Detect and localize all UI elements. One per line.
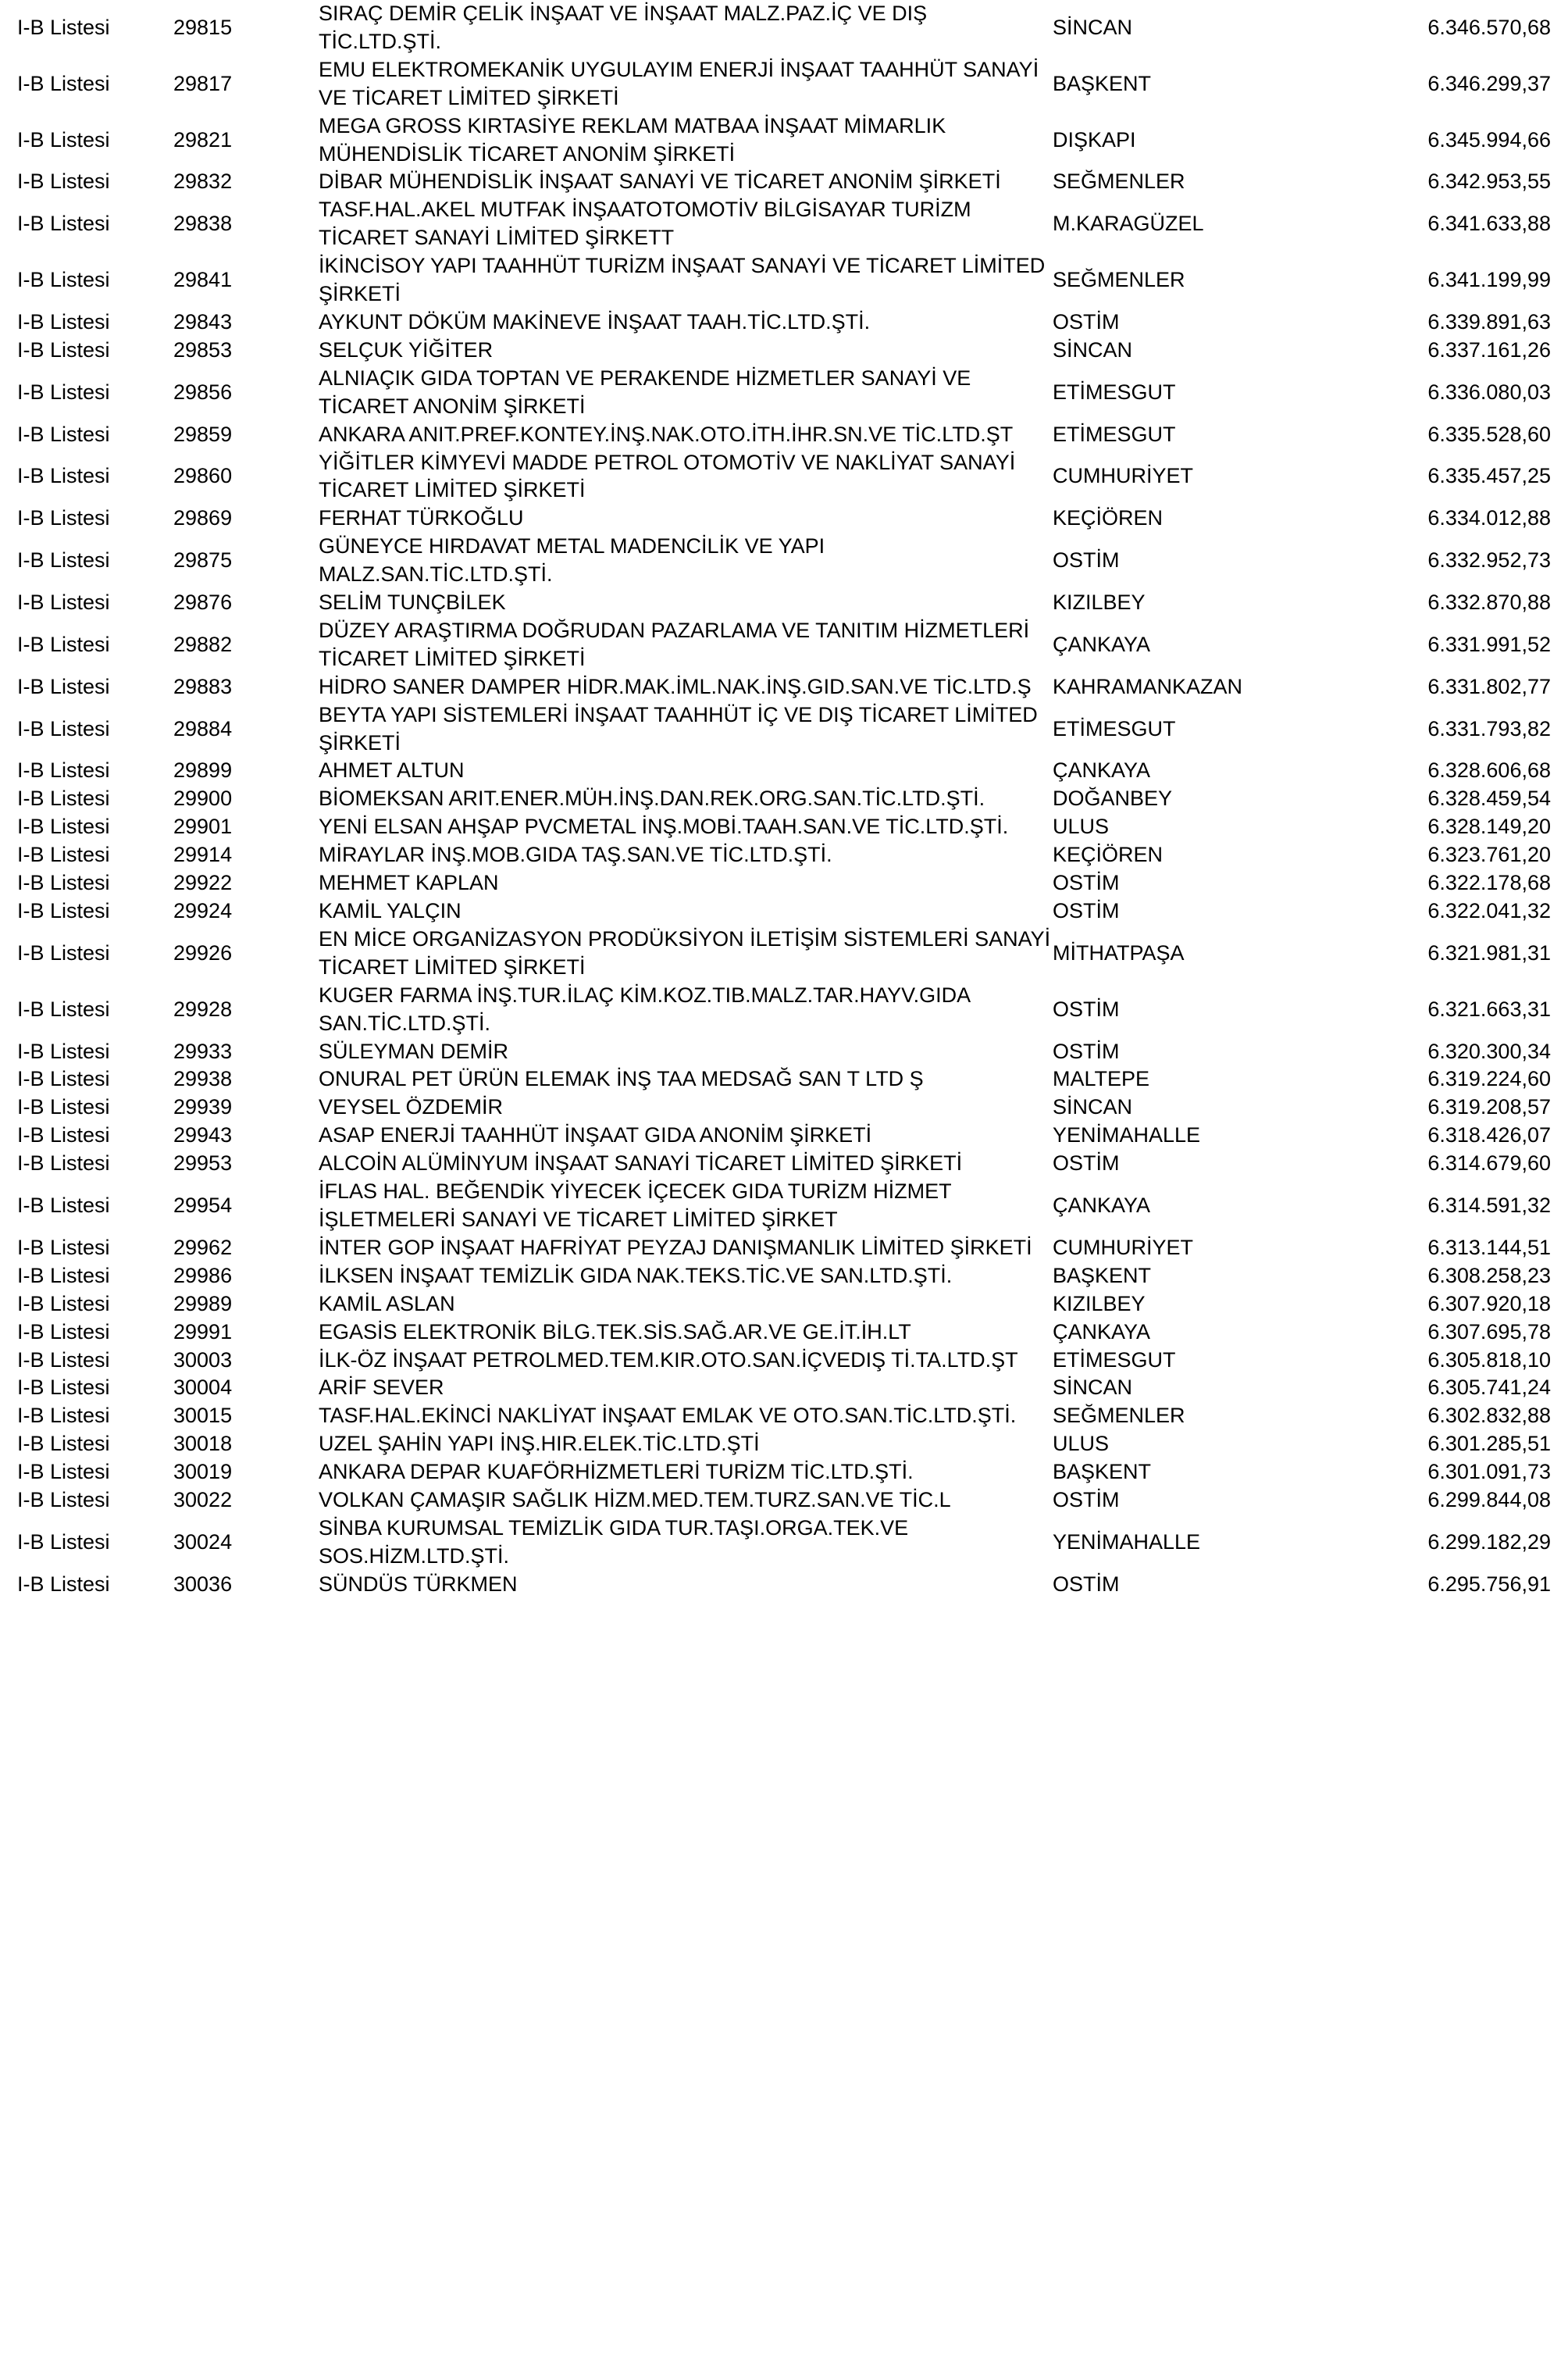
tax-office: OSTİM	[1053, 309, 1120, 334]
list-label: I-B Listesi	[17, 380, 110, 404]
taxpayer-name: YİĞİTLER KİMYEVİ MADDE PETROL OTOMOTİV VE NAKLİYAT SANAYİ TİCARET LİMİTED ŞİRKETİ	[319, 450, 1016, 502]
debt-amount: 6.322.041,32	[1427, 899, 1551, 922]
debt-amount: 6.341.199,99	[1427, 268, 1551, 292]
sequence-no: 29884	[173, 716, 233, 740]
list-label: I-B Listesi	[17, 871, 110, 895]
table-row	[17, 196, 1551, 252]
table-row	[17, 1290, 1551, 1319]
sequence-no: 29860	[173, 464, 233, 488]
tax-office: OSTİM	[1053, 997, 1120, 1021]
table-row	[17, 421, 1551, 449]
taxpayer-name: SIRAÇ DEMİR ÇELİK İNŞAAT VE İNŞAAT MALZ.PAZ.İÇ VE DIŞ TİC.LTD.ŞTİ.	[319, 2, 928, 53]
tax-office: OSTİM	[1053, 1488, 1120, 1512]
taxpayer-name: İNTER GOP İNŞAAT HAFRİYAT PEYZAJ DANIŞMANLIK LİMİTED ŞİRKETİ	[319, 1235, 1032, 1259]
list-label: I-B Listesi	[17, 632, 110, 656]
table-row	[17, 112, 1551, 169]
taxpayer-name: FERHAT TÜRKOĞLU	[319, 506, 524, 530]
debt-amount: 6.305.818,10	[1427, 1347, 1551, 1372]
debt-amount: 6.331.793,82	[1427, 716, 1551, 740]
taxpayer-name: İKİNCİSOY YAPI TAAHHÜT TURİZM İNŞAAT SANAYİ VE TİCARET LİMİTED ŞİRKETİ	[319, 254, 1046, 306]
table-row	[17, 1122, 1551, 1150]
sequence-no: 29986	[173, 1263, 233, 1287]
taxpayer-name: UZEL ŞAHİN YAPI İNŞ.HIR.ELEK.TİC.LTD.ŞTİ	[319, 1432, 760, 1456]
debt-amount: 6.328.606,68	[1427, 758, 1551, 783]
taxpayer-name: SÜNDÜS TÜRKMEN	[319, 1572, 518, 1596]
taxpayer-name: KUGER FARMA İNŞ.TUR.İLAÇ KİM.KOZ.TIB.MALZ.TAR.HAYV.GIDA SAN.TİC.LTD.ŞTİ.	[319, 983, 970, 1035]
tax-office: ÇANKAYA	[1053, 758, 1151, 783]
list-label: I-B Listesi	[17, 815, 110, 839]
list-label: I-B Listesi	[17, 548, 110, 573]
list-label: I-B Listesi	[17, 506, 110, 530]
list-label: I-B Listesi	[17, 674, 110, 698]
tax-office: SİNCAN	[1053, 15, 1133, 39]
taxpayer-name: MEGA GROSS KIRTASİYE REKLAM MATBAA İNŞAAT MİMARLIK MÜHENDİSLİK TİCARET ANONİM ŞİRKETİ	[319, 113, 946, 166]
debt-amount: 6.346.299,37	[1427, 71, 1551, 95]
debt-amount: 6.339.891,63	[1427, 309, 1551, 334]
tax-office: DIŞKAPI	[1053, 127, 1136, 152]
taxpayer-name: ANKARA DEPAR KUAFÖRHİZMETLERİ TURİZM TİC.LTD.ŞTİ.	[319, 1460, 914, 1484]
list-label: I-B Listesi	[17, 1067, 110, 1091]
debt-amount: 6.331.991,52	[1427, 632, 1551, 656]
list-label: I-B Listesi	[17, 1235, 110, 1259]
tax-office: SEĞMENLER	[1053, 170, 1185, 194]
table-row	[17, 982, 1551, 1038]
sequence-no: 29900	[173, 787, 233, 811]
list-label: I-B Listesi	[17, 127, 110, 152]
debt-amount: 6.314.591,32	[1427, 1194, 1551, 1218]
table-row	[17, 309, 1551, 337]
taxpayer-name: SELİM TUNÇBİLEK	[319, 591, 506, 615]
sequence-no: 29821	[173, 127, 233, 152]
sequence-no: 29838	[173, 212, 233, 236]
table-row	[17, 505, 1551, 533]
sequence-no: 29943	[173, 1123, 233, 1147]
debt-amount: 6.332.870,88	[1427, 591, 1551, 615]
list-label: I-B Listesi	[17, 1432, 110, 1456]
debt-amount: 6.334.012,88	[1427, 506, 1551, 530]
list-label: I-B Listesi	[17, 268, 110, 292]
sequence-no: 29876	[173, 591, 233, 615]
sequence-no: 30022	[173, 1488, 233, 1512]
tax-office: SİNCAN	[1053, 1376, 1133, 1400]
taxpayer-name: ALCOİN ALÜMİNYUM İNŞAAT SANAYİ TİCARET LİMİTED ŞİRKETİ	[319, 1151, 963, 1176]
list-label: I-B Listesi	[17, 1529, 110, 1554]
taxpayer-name: AYKUNT DÖKÜM MAKİNEVE İNŞAAT TAAH.TİC.LTD.ŞTİ.	[319, 309, 871, 334]
sequence-no: 29914	[173, 843, 233, 867]
list-label: I-B Listesi	[17, 997, 110, 1021]
list-label: I-B Listesi	[17, 212, 110, 236]
taxpayer-name: AHMET ALTUN	[319, 758, 465, 783]
taxpayer-name: SİNBA KURUMSAL TEMİZLİK GIDA TUR.TAŞI.ORGA.TEK.VE SOS.HİZM.LTD.ŞTİ.	[319, 1515, 909, 1568]
table-row	[17, 1458, 1551, 1486]
debt-amount: 6.331.802,77	[1427, 674, 1551, 698]
list-label: I-B Listesi	[17, 71, 110, 95]
taxpayer-name: VEYSEL ÖZDEMİR	[319, 1095, 504, 1119]
debt-amount: 6.307.695,78	[1427, 1319, 1551, 1344]
sequence-no: 30024	[173, 1529, 233, 1554]
taxpayer-name: HİDRO SANER DAMPER HİDR.MAK.İML.NAK.İNŞ.GID.SAN.VE TİC.LTD.Ş	[319, 674, 1032, 698]
sequence-no: 29882	[173, 632, 233, 656]
tax-office: OSTİM	[1053, 899, 1120, 922]
sequence-no: 29938	[173, 1067, 233, 1091]
debtor-table	[17, 0, 1551, 1599]
tax-office: BAŞKENT	[1053, 1460, 1152, 1484]
sequence-no: 29843	[173, 309, 233, 334]
taxpayer-name: KAMİL ASLAN	[319, 1291, 455, 1315]
sequence-no: 29954	[173, 1194, 233, 1218]
sequence-no: 30018	[173, 1432, 233, 1456]
taxpayer-name: GÜNEYCE HIRDAVAT METAL MADENCİLİK VE YAPI MALZ.SAN.TİC.LTD.ŞTİ.	[319, 534, 825, 587]
sequence-no: 29875	[173, 548, 233, 573]
sequence-no: 29899	[173, 758, 233, 783]
taxpayer-name: EMU ELEKTROMEKANİK UYGULAYIM ENERJİ İNŞAAT TAAHHÜT SANAYİ VE TİCARET LİMİTED ŞİRKETİ	[319, 57, 1039, 109]
list-label: I-B Listesi	[17, 843, 110, 867]
taxpayer-name: EGASİS ELEKTRONİK BİLG.TEK.SİS.SAĞ.AR.VE GE.İT.İH.LT	[319, 1319, 911, 1344]
list-label: I-B Listesi	[17, 940, 110, 965]
taxpayer-name: DÜZEY ARAŞTIRMA DOĞRUDAN PAZARLAMA VE TANITIM HİZMETLERİ TİCARET LİMİTED ŞİRKETİ	[319, 618, 1030, 670]
sequence-no: 29991	[173, 1319, 233, 1344]
list-label: I-B Listesi	[17, 1095, 110, 1119]
taxpayer-name: BEYTA YAPI SİSTEMLERİ İNŞAAT TAAHHÜT İÇ VE DIŞ TİCARET LİMİTED ŞİRKETİ	[319, 702, 1038, 755]
debt-amount: 6.322.178,68	[1427, 871, 1551, 895]
debt-amount: 6.301.091,73	[1427, 1460, 1551, 1484]
debt-amount: 6.295.756,91	[1427, 1572, 1551, 1596]
list-label: I-B Listesi	[17, 1404, 110, 1428]
table-row	[17, 56, 1551, 112]
table-row	[17, 1486, 1551, 1515]
sequence-no: 30019	[173, 1460, 233, 1484]
table-row	[17, 337, 1551, 365]
table-row	[17, 1319, 1551, 1347]
tax-office: ÇANKAYA	[1053, 632, 1151, 656]
list-label: I-B Listesi	[17, 1291, 110, 1315]
tax-office: ULUS	[1053, 815, 1110, 839]
tax-office: MİTHATPAŞA	[1053, 940, 1185, 965]
table-row	[17, 1262, 1551, 1290]
table-row	[17, 1347, 1551, 1375]
tax-office: KEÇİÖREN	[1053, 506, 1164, 530]
sequence-no: 29922	[173, 871, 233, 895]
tax-office: SEĞMENLER	[1053, 1404, 1185, 1428]
tax-office: OSTİM	[1053, 548, 1120, 573]
tax-office: OSTİM	[1053, 1151, 1120, 1176]
table-row	[17, 1515, 1551, 1571]
debtor-table-body	[17, 0, 1551, 1599]
tax-office: ETİMESGUT	[1053, 422, 1176, 446]
list-label: I-B Listesi	[17, 1039, 110, 1063]
table-row	[17, 1178, 1551, 1234]
taxpayer-name: ANKARA ANIT.PREF.KONTEY.İNŞ.NAK.OTO.İTH.İHR.SN.VE TİC.LTD.ŞT	[319, 422, 1014, 446]
list-label: I-B Listesi	[17, 309, 110, 334]
sequence-no: 29901	[173, 815, 233, 839]
debt-amount: 6.321.663,31	[1427, 997, 1551, 1021]
tax-office: ETİMESGUT	[1053, 380, 1176, 404]
list-label: I-B Listesi	[17, 422, 110, 446]
sequence-no: 29869	[173, 506, 233, 530]
table-row	[17, 1038, 1551, 1066]
table-row	[17, 365, 1551, 421]
debt-amount: 6.299.844,08	[1427, 1488, 1551, 1512]
list-label: I-B Listesi	[17, 758, 110, 783]
table-row	[17, 0, 1551, 56]
debt-amount: 6.301.285,51	[1427, 1432, 1551, 1456]
sequence-no: 29926	[173, 940, 233, 965]
list-label: I-B Listesi	[17, 337, 110, 362]
tax-office: ÇANKAYA	[1053, 1319, 1151, 1344]
list-label: I-B Listesi	[17, 1151, 110, 1176]
table-row	[17, 673, 1551, 701]
table-row	[17, 252, 1551, 309]
table-row	[17, 869, 1551, 897]
taxpayer-name: BİOMEKSAN ARIT.ENER.MÜH.İNŞ.DAN.REK.ORG.SAN.TİC.LTD.ŞTİ.	[319, 787, 985, 811]
taxpayer-name: ARİF SEVER	[319, 1376, 444, 1400]
tax-office: KAHRAMANKAZAN	[1053, 674, 1243, 698]
debt-amount: 6.328.459,54	[1427, 787, 1551, 811]
tax-office: MALTEPE	[1053, 1067, 1150, 1091]
sequence-no: 30015	[173, 1404, 233, 1428]
debt-amount: 6.319.208,57	[1427, 1095, 1551, 1119]
sequence-no: 29859	[173, 422, 233, 446]
table-row	[17, 1374, 1551, 1402]
debt-amount: 6.346.570,68	[1427, 15, 1551, 39]
tax-office: BAŞKENT	[1053, 71, 1152, 95]
debt-amount: 6.342.953,55	[1427, 170, 1551, 194]
tax-office: ULUS	[1053, 1432, 1110, 1456]
table-row	[17, 1094, 1551, 1122]
debt-amount: 6.314.679,60	[1427, 1151, 1551, 1176]
taxpayer-name: SÜLEYMAN DEMİR	[319, 1039, 509, 1063]
table-row	[17, 841, 1551, 869]
table-row	[17, 617, 1551, 673]
taxpayer-name: İLKSEN İNŞAAT TEMİZLİK GIDA NAK.TEKS.TİC.VE SAN.LTD.ŞTİ.	[319, 1263, 953, 1287]
sequence-no: 29928	[173, 997, 233, 1021]
debt-amount: 6.336.080,03	[1427, 380, 1551, 404]
sequence-no: 30004	[173, 1376, 233, 1400]
tax-office: CUMHURİYET	[1053, 464, 1193, 488]
debt-amount: 6.341.633,88	[1427, 212, 1551, 236]
tax-office: SİNCAN	[1053, 1095, 1133, 1119]
table-row	[17, 926, 1551, 982]
tax-office: YENİMAHALLE	[1053, 1123, 1201, 1147]
list-label: I-B Listesi	[17, 1263, 110, 1287]
tax-office: CUMHURİYET	[1053, 1235, 1193, 1259]
table-row	[17, 168, 1551, 196]
table-row	[17, 1571, 1551, 1599]
debt-amount: 6.302.832,88	[1427, 1404, 1551, 1428]
table-row	[17, 701, 1551, 758]
table-row	[17, 533, 1551, 589]
table-row	[17, 1234, 1551, 1262]
list-label: I-B Listesi	[17, 170, 110, 194]
tax-office: OSTİM	[1053, 1039, 1120, 1063]
tax-office: SEĞMENLER	[1053, 268, 1185, 292]
table-row	[17, 897, 1551, 926]
list-label: I-B Listesi	[17, 1460, 110, 1484]
debt-amount: 6.335.457,25	[1427, 464, 1551, 488]
taxpayer-name: KAMİL YALÇIN	[319, 899, 461, 922]
table-row	[17, 785, 1551, 813]
list-label: I-B Listesi	[17, 464, 110, 488]
debt-amount: 6.308.258,23	[1427, 1263, 1551, 1287]
taxpayer-name: İFLAS HAL. BEĞENDİK YİYECEK İÇECEK GIDA TURİZM HİZMET İŞLETMELERİ SANAYİ VE TİCARET LİMİTED ŞİRKET	[319, 1179, 952, 1231]
tax-office: KIZILBEY	[1053, 591, 1146, 615]
tax-office: SİNCAN	[1053, 337, 1133, 362]
taxpayer-name: SELÇUK YİĞİTER	[319, 337, 494, 362]
debt-amount: 6.307.920,18	[1427, 1291, 1551, 1315]
list-label: I-B Listesi	[17, 1347, 110, 1372]
taxpayer-name: ASAP ENERJİ TAAHHÜT İNŞAAT GIDA ANONİM ŞİRKETİ	[319, 1123, 872, 1147]
debt-amount: 6.320.300,34	[1427, 1039, 1551, 1063]
table-row	[17, 813, 1551, 841]
table-row	[17, 1430, 1551, 1458]
debt-amount: 6.345.994,66	[1427, 127, 1551, 152]
sequence-no: 29953	[173, 1151, 233, 1176]
debt-amount: 6.332.952,73	[1427, 548, 1551, 573]
sequence-no: 29883	[173, 674, 233, 698]
tax-office: YENİMAHALLE	[1053, 1529, 1201, 1554]
taxpayer-name: TASF.HAL.EKİNCİ NAKLİYAT İNŞAAT EMLAK VE OTO.SAN.TİC.LTD.ŞTİ.	[319, 1404, 1017, 1428]
sequence-no: 29962	[173, 1235, 233, 1259]
list-label: I-B Listesi	[17, 1572, 110, 1596]
list-label: I-B Listesi	[17, 591, 110, 615]
list-label: I-B Listesi	[17, 1488, 110, 1512]
tax-office: ETİMESGUT	[1053, 1347, 1176, 1372]
table-row	[17, 1150, 1551, 1178]
debt-amount: 6.323.761,20	[1427, 843, 1551, 867]
sequence-no: 30036	[173, 1572, 233, 1596]
sequence-no: 29989	[173, 1291, 233, 1315]
debt-amount: 6.313.144,51	[1427, 1235, 1551, 1259]
list-label: I-B Listesi	[17, 716, 110, 740]
sequence-no: 30003	[173, 1347, 233, 1372]
table-row	[17, 1065, 1551, 1094]
taxpayer-name: MİRAYLAR İNŞ.MOB.GIDA TAŞ.SAN.VE TİC.LTD.ŞTİ.	[319, 843, 832, 867]
taxpayer-name: VOLKAN ÇAMAŞIR SAĞLIK HİZM.MED.TEM.TURZ.SAN.VE TİC.L	[319, 1488, 951, 1512]
table-row	[17, 449, 1551, 505]
list-label: I-B Listesi	[17, 1194, 110, 1218]
taxpayer-name: İLK-ÖZ İNŞAAT PETROLMED.TEM.KIR.OTO.SAN.İÇVEDIŞ Tİ.TA.LTD.ŞT	[319, 1347, 1018, 1372]
sequence-no: 29939	[173, 1095, 233, 1119]
taxpayer-name: TASF.HAL.AKEL MUTFAK İNŞAATOTOMOTİV BİLGİSAYAR TURİZM TİCARET SANAYİ LİMİTED ŞİRKETT	[319, 198, 971, 250]
tax-office: DOĞANBEY	[1053, 787, 1173, 811]
taxpayer-name: DİBAR MÜHENDİSLİK İNŞAAT SANAYİ VE TİCARET ANONİM ŞİRKETİ	[319, 170, 1001, 194]
table-row	[17, 757, 1551, 785]
taxpayer-name: YENİ ELSAN AHŞAP PVCMETAL İNŞ.MOBİ.TAAH.SAN.VE TİC.LTD.ŞTİ.	[319, 815, 1009, 839]
debt-amount: 6.318.426,07	[1427, 1123, 1551, 1147]
sequence-no: 29817	[173, 71, 233, 95]
tax-office: KEÇİÖREN	[1053, 843, 1164, 867]
tax-office: BAŞKENT	[1053, 1263, 1152, 1287]
debt-amount: 6.319.224,60	[1427, 1067, 1551, 1091]
sequence-no: 29856	[173, 380, 233, 404]
debt-amount: 6.305.741,24	[1427, 1376, 1551, 1400]
table-row	[17, 1402, 1551, 1430]
tax-office: ÇANKAYA	[1053, 1194, 1151, 1218]
sequence-no: 29933	[173, 1039, 233, 1063]
taxpayer-name: ALNIAÇIK GIDA TOPTAN VE PERAKENDE HİZMETLER SANAYİ VE TİCARET ANONİM ŞİRKETİ	[319, 366, 971, 418]
list-label: I-B Listesi	[17, 899, 110, 922]
list-label: I-B Listesi	[17, 1123, 110, 1147]
tax-office: OSTİM	[1053, 871, 1120, 895]
taxpayer-name: ONURAL PET ÜRÜN ELEMAK İNŞ TAA MEDSAĞ SAN T LTD Ş	[319, 1067, 924, 1091]
debt-amount: 6.337.161,26	[1427, 337, 1551, 362]
debt-amount: 6.299.182,29	[1427, 1529, 1551, 1554]
list-label: I-B Listesi	[17, 1319, 110, 1344]
tax-office: OSTİM	[1053, 1572, 1120, 1596]
sequence-no: 29815	[173, 15, 233, 39]
sequence-no: 29841	[173, 268, 233, 292]
table-row	[17, 589, 1551, 617]
list-label: I-B Listesi	[17, 1376, 110, 1400]
tax-office: M.KARAGÜZEL	[1053, 212, 1204, 236]
sequence-no: 29853	[173, 337, 233, 362]
debt-amount: 6.335.528,60	[1427, 422, 1551, 446]
sequence-no: 29924	[173, 899, 233, 922]
tax-office: KIZILBEY	[1053, 1291, 1146, 1315]
debt-amount: 6.321.981,31	[1427, 940, 1551, 965]
list-label: I-B Listesi	[17, 787, 110, 811]
taxpayer-name: MEHMET KAPLAN	[319, 871, 499, 895]
debt-amount: 6.328.149,20	[1427, 815, 1551, 839]
list-label: I-B Listesi	[17, 15, 110, 39]
sequence-no: 29832	[173, 170, 233, 194]
taxpayer-name: EN MİCE ORGANİZASYON PRODÜKSİYON İLETİŞİM SİSTEMLERİ SANAYİ TİCARET LİMİTED ŞİRKETİ	[319, 926, 1051, 979]
tax-office: ETİMESGUT	[1053, 716, 1176, 740]
